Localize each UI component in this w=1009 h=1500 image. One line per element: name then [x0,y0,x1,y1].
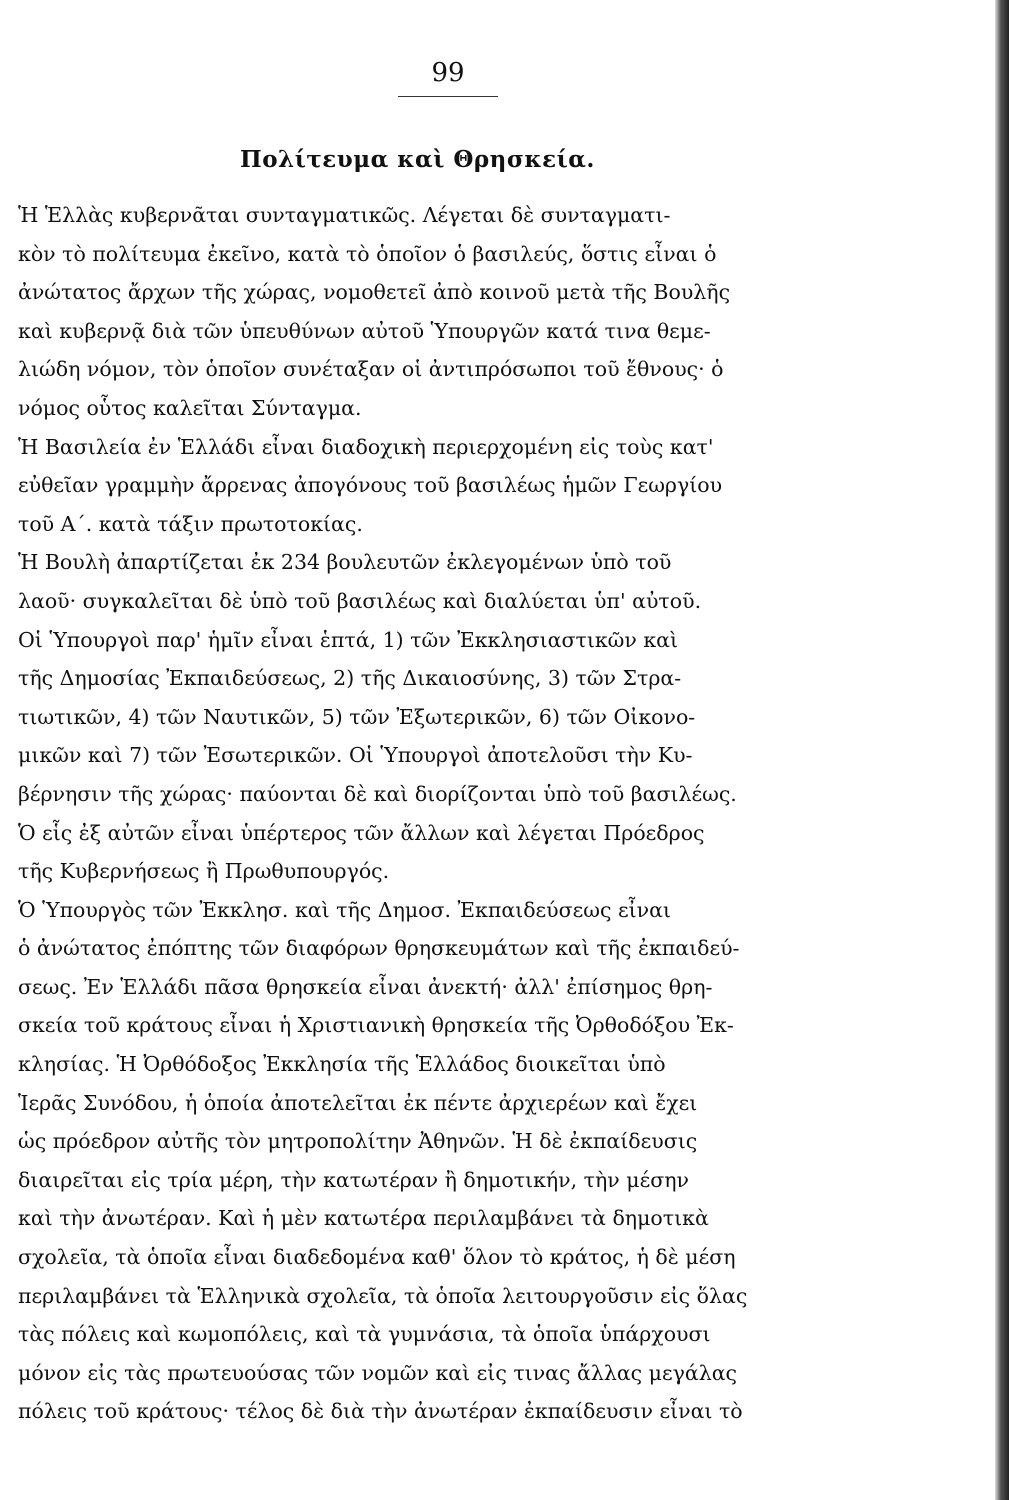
text-line: πόλεις τοῦ κράτους· τέλος δὲ διὰ τὴν ἀνωτέραν ἐκπαίδευσιν εἶναι τὸ [18,1399,743,1424]
text-line: Ἱερᾶς Συνόδου, ἡ ὁποία ἀποτελεῖται ἐκ πέντε ἀρχιερέων καὶ ἔχει [18,1090,698,1115]
text-line: ὡς πρόεδρον αὐτῆς τὸν μητροπολίτην Ἀθηνῶν. Ἡ δὲ ἐκπαίδευσις [18,1129,698,1154]
text-line: βέρνησιν τῆς χώρας· παύονται δὲ καὶ διορίζονται ὑπὸ τοῦ βασιλέως. [18,781,737,806]
text-line: κὸν τὸ πολίτευμα ἐκεῖνο, κατὰ τὸ ὁποῖον ὁ βασιλεύς, ὅστις εἶναι ὁ [18,241,717,266]
text-line: λιώδη νόμον, τὸν ὁποῖον συνέταξαν οἱ ἀντιπρόσωποι τοῦ ἔθνους· ὁ [18,357,724,382]
text-line: τοῦ Α΄. κατὰ τάξιν πρωτοτοκίας. [18,511,363,536]
text-line: σκεία τοῦ κράτους εἶναι ἡ Χριστιανικὴ θρησκεία τῆς Ὀρθοδόξου Ἐκ- [18,1013,734,1038]
text-line: ἀνώτατος ἄρχων τῆς χώρας, νομοθετεῖ ἀπὸ κοινοῦ μετὰ τῆς Βουλῆς [18,280,731,305]
text-line: καὶ κυβερνᾷ διὰ τῶν ὑπευθύνων αὐτοῦ Ὑπουργῶν κατά τινα θεμε- [18,318,711,343]
text-line: εὐθεῖαν γραμμὴν ἄρρενας ἀπογόνους τοῦ βασιλέως ἡμῶν Γεωργίου [18,473,723,498]
page-number: 99 [431,58,465,88]
text-line: Ἡ Βασιλεία ἐν Ἑλλάδι εἶναι διαδοχικὴ περιερχομένη εἰς τοὺς κατ' [18,434,714,459]
page-edge-shadow [995,0,1009,1500]
text-line: σχολεῖα, τὰ ὁποῖα εἶναι διαδεδομένα καθ' ὅλον τὸ κράτος, ἡ δὲ μέση [18,1245,736,1270]
text-line: τῆς Δημοσίας Ἐκπαιδεύσεως, 2) τῆς Δικαιοσύνης, 3) τῶν Στρα- [18,666,682,691]
text-line: Ἡ Βουλὴ ἀπαρτίζεται ἐκ 234 βουλευτῶν ἐκλεγομένων ὑπὸ τοῦ [18,550,672,575]
text-line: Οἱ Ὑπουργοὶ παρ' ἡμῖν εἶναι ἑπτά, 1) τῶν Ἐκκλησιαστικῶν καὶ [18,627,679,652]
text-line: τὰς πόλεις καὶ κωμοπόλεις, καὶ τὰ γυμνάσια, τὰ ὁποῖα ὑπάρχουσι [18,1322,711,1347]
text-line: ὁ ἀνώτατος ἐπόπτης τῶν διαφόρων θρησκευμάτων καὶ τῆς ἐκπαιδεύ- [18,936,740,961]
text-line: μόνον εἰς τὰς πρωτευούσας τῶν νομῶν καὶ εἰς τινας ἄλλας μεγάλας [18,1360,738,1385]
text-line: Ὁ Ὑπουργὸς τῶν Ἐκκλησ. καὶ τῆς Δημοσ. Ἐκπαιδεύσεως εἶναι [18,897,671,922]
text-line: σεως. Ἐν Ἑλλάδι πᾶσα θρησκεία εἶναι ἀνεκτή· ἀλλ' ἐπίσημος θρη- [18,974,713,999]
page-number-rule [398,96,498,97]
section-heading: Πολίτευμα καὶ Θρησκεία. [240,146,595,173]
text-line: τῆς Κυβερνήσεως ἢ Πρωθυπουργός. [18,859,390,884]
text-line: καὶ τὴν ἀνωτέραν. Καὶ ἡ μὲν κατωτέρα περιλαμβάνει τὰ δημοτικὰ [18,1206,709,1231]
text-line: τιωτικῶν, 4) τῶν Ναυτικῶν, 5) τῶν Ἐξωτερικῶν, 6) τῶν Οἰκονο- [18,704,696,729]
text-line: περιλαμβάνει τὰ Ἑλληνικὰ σχολεῖα, τὰ ὁποῖα λειτουργοῦσιν εἰς ὅλας [18,1283,748,1308]
body-text [18,196,848,1431]
text-line: νόμος οὗτος καλεῖται Σύνταγμα. [18,395,362,420]
text-line: λαοῦ· συγκαλεῖται δὲ ὑπὸ τοῦ βασιλέως καὶ διαλύεται ὑπ' αὐτοῦ. [18,588,702,613]
text-line: Ὁ εἷς ἐξ αὐτῶν εἶναι ὑπέρτερος τῶν ἄλλων καὶ λέγεται Πρόεδρος [18,820,705,845]
text-line: διαιρεῖται εἰς τρία μέρη, τὴν κατωτέραν ἢ δημοτικήν, τὴν μέσην [18,1167,689,1192]
text-line: μικῶν καὶ 7) τῶν Ἐσωτερικῶν. Οἱ Ὑπουργοὶ ἀποτελοῦσι τὴν Κυ- [18,743,693,768]
text-line: Ἡ Ἑλλὰς κυβερνᾶται συνταγματικῶς. Λέγεται δὲ συνταγματι- [18,203,671,227]
text-line: κλησίας. Ἡ Ὀρθόδοξος Ἐκκλησία τῆς Ἑλλάδος διοικεῖται ὑπὸ [18,1052,666,1077]
